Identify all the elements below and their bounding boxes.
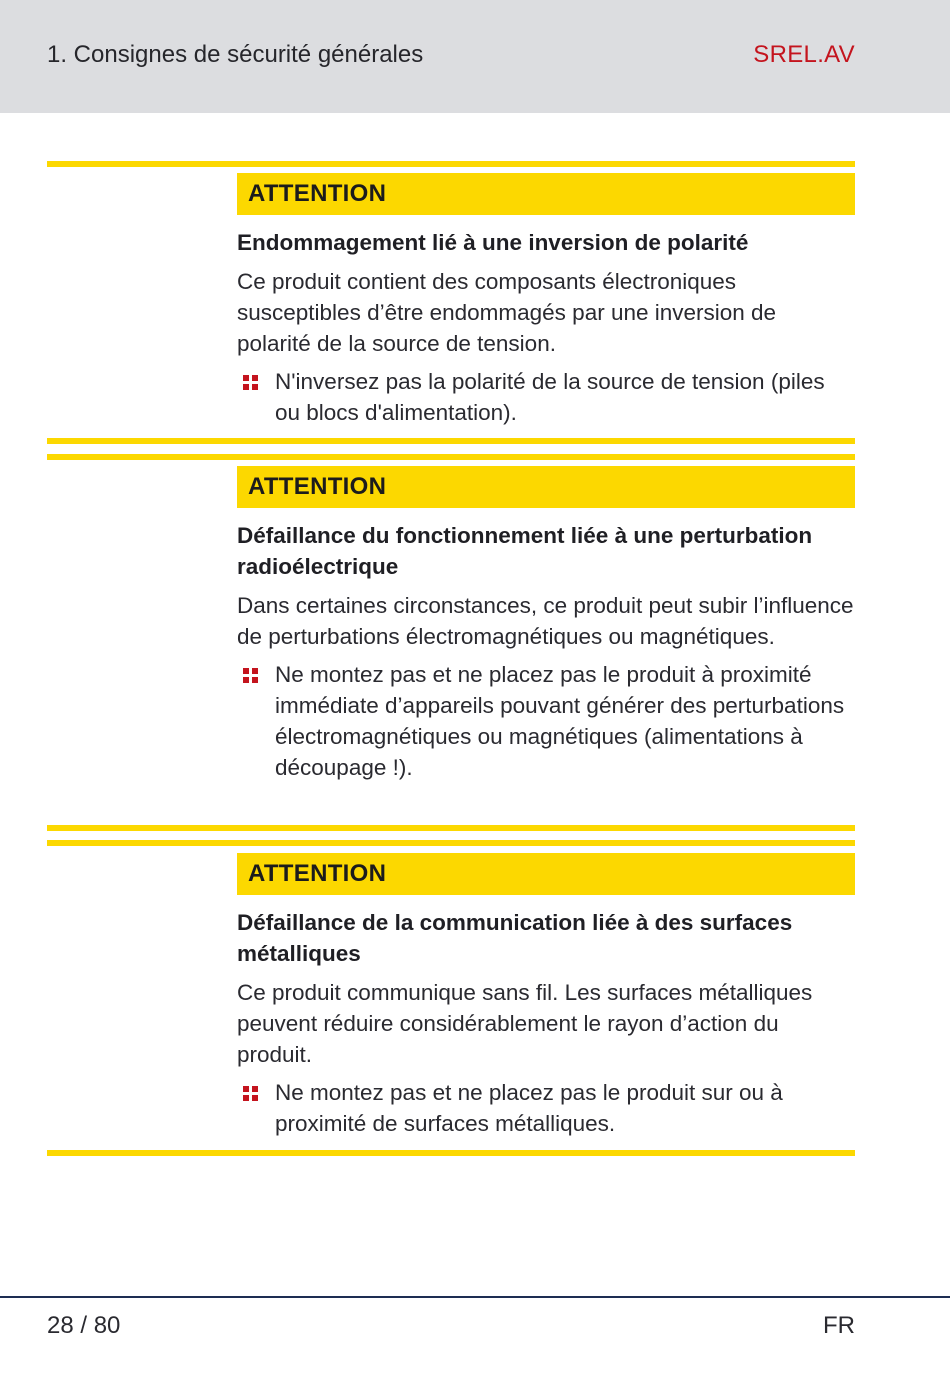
warning-text: Ce produit communique sans fil. Les surfaces métalliques peuvent réduire considérablement le rayon d’action du produit. bbox=[237, 980, 813, 1067]
warning-action bbox=[237, 659, 855, 783]
warning-text: Ce produit contient des composants électroniques susceptibles d’être endommagés par une inversion de polarité de la source de tension. bbox=[237, 269, 777, 356]
warning-action bbox=[237, 366, 855, 428]
action-bullet-icon bbox=[243, 375, 259, 390]
warning-action-text: Ne montez pas et ne placez pas le produit sur ou à proximité de surfaces métalliques. bbox=[275, 1080, 783, 1136]
product-code: SREL.AV bbox=[753, 41, 855, 68]
warning-text: Dans certaines circonstances, ce produit peut subir l’influence de perturbations électromagnétiques ou magnétiques. bbox=[237, 593, 854, 649]
warning-content bbox=[237, 173, 855, 428]
warning-top-rule bbox=[47, 161, 855, 167]
page-number: 28 / 80 bbox=[47, 1312, 121, 1339]
warning-top-rule bbox=[47, 454, 855, 460]
action-bullet-icon bbox=[243, 668, 259, 683]
warning-action-text: N'inversez pas la polarité de la source de tension (piles ou blocs d'alimentation). bbox=[275, 369, 825, 425]
warning-bottom-rule bbox=[47, 438, 855, 444]
warning-action bbox=[237, 1077, 855, 1139]
action-bullet-icon bbox=[243, 1086, 259, 1101]
footer-rule bbox=[0, 1296, 950, 1298]
warning-block-radio-interference bbox=[47, 454, 855, 832]
language-code: FR bbox=[823, 1312, 855, 1339]
warning-action-text: Ne montez pas et ne placez pas le produit à proximité immédiate d’appareils pouvant générer des perturbations électromagnétiques ou magnétiques (alimentations à découpage !). bbox=[275, 662, 845, 780]
warning-top-rule bbox=[47, 840, 855, 846]
attention-label: ATTENTION bbox=[237, 853, 855, 895]
warning-title: Endommagement lié à une inversion de polarité bbox=[237, 230, 749, 255]
warning-content bbox=[237, 466, 855, 783]
section-title: 1. Consignes de sécurité générales bbox=[47, 41, 424, 68]
warning-content bbox=[237, 853, 855, 1139]
attention-label: ATTENTION bbox=[237, 466, 855, 508]
warning-block-polarity bbox=[47, 161, 855, 446]
warning-block-metal-surfaces bbox=[47, 840, 855, 1158]
attention-label: ATTENTION bbox=[237, 173, 855, 215]
page-header bbox=[0, 0, 950, 113]
warning-bottom-rule bbox=[47, 1150, 855, 1156]
warning-title: Défaillance de la communication liée à des surfaces métalliques bbox=[237, 910, 793, 966]
warning-bottom-rule bbox=[47, 825, 855, 831]
warning-title: Défaillance du fonctionnement liée à une perturbation radioélectrique bbox=[237, 523, 813, 579]
